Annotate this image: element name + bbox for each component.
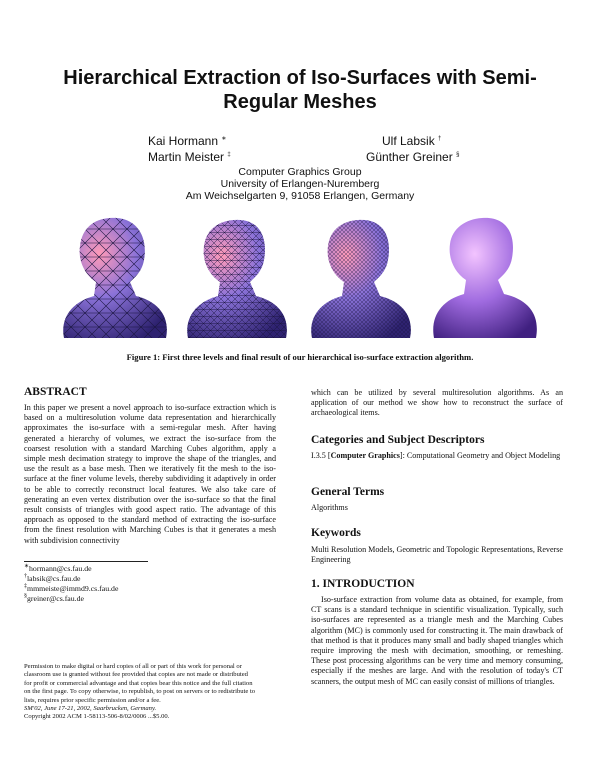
categories-text: I.3.5 [Computer Graphics]: Computational Geometry and Object Modeling: [311, 451, 561, 460]
general-terms-heading: General Terms: [311, 486, 385, 498]
bust-final: [433, 218, 537, 338]
abstract-text: In this paper we present a novel approach to iso-surface extraction which is based on a multiresolution volume data representation and hierarchically approximates the iso-surface with a semi-regular mesh. After having generated a hierarchy of volumes, we extract the iso-surface from the coarsest resolution with a standard Marching Cubes algorithm, apply a simple mesh decimation strategy to improve the shape of the triangles, and use the result as a base mesh. Then we iteratively fit the mesh to the iso-surface at the finer volume levels, thereby subdividing it adaptively in order to be able to correctly reconstruct local features. We also take care of generating an even vertex distribution over the iso-surface so that the final result consists of triangles with good aspect ratio. The advantage of this approach as opposed to the standard method of extracting the iso-surface from the finest resolution with Marching Cubes is that it generates a mesh with subdivision connectivity: [24, 403, 276, 545]
bust-level-3: [311, 220, 411, 338]
introduction-heading: 1. INTRODUCTION: [311, 578, 415, 590]
footnote-3: ‡mmmeiste@immd9.cs.fau.de: [24, 583, 119, 593]
categories-heading: Categories and Subject Descriptors: [311, 434, 485, 446]
figure-caption: Figure 1: First three levels and final result of our hierarchical iso-surface extraction algorithm.: [126, 352, 474, 362]
keywords-heading: Keywords: [311, 527, 361, 539]
venue-text: SM'02, June 17-21, 2002, Saarbrucken, Germany.: [24, 705, 157, 713]
footnote-4: §greiner@cs.fau.de: [24, 593, 84, 603]
abstract-continued: which can be utilized by several multiresolution algorithms. As an application of our method we show how to reconstruct the surface of archaeological items.: [311, 388, 563, 418]
affiliation: Computer Graphics Group University of Erlangen-Nuremberg Am Weichselgarten 9, 91058 Erlangen, Germany: [185, 166, 415, 202]
introduction-text: Iso-surface extraction from volume data as obtained, for example, from CT scans is a standard technique in scientific visualization. Typically, such iso-surfaces are represented as a triangle mesh and the Marching Cubes algorithm (MC) is commonly used for constructing it. The main drawback of that method is that it produces many small and badly shaped triangles which require improving the mesh with decimation, smoothing, or remeshing. These post processing algorithms can be very time and memory consuming, especially if the meshes are large. And with the resolution of today's CT scanners, the output mesh of MC can easily consist of millions of triangles.: [311, 595, 563, 686]
author-labsik: Ulf Labsik †: [382, 134, 442, 148]
general-terms-text: Algorithms: [311, 503, 348, 512]
footnote-rule: [24, 561, 148, 562]
abstract-heading: ABSTRACT: [24, 386, 87, 398]
permission-block: [24, 663, 256, 722]
footnote-2: †labsik@cs.fau.de: [24, 573, 81, 583]
teaser-figure: [50, 208, 550, 348]
author-hormann: Kai Hormann ∗: [148, 134, 227, 148]
author-greiner: Günther Greiner §: [366, 150, 460, 164]
copyright-text: Copyright 2002 ACM 1-58113-506-8/02/0006 ...$5.00.: [24, 713, 170, 721]
permission-text: Permission to make digital or hard copies of all or part of this work for personal or classroom use is granted without fee provided that copies are not made or distributed for profit or commercial advantage and that copies bear this notice and the full citation on the first page. To copy otherwise, to republish, to post on servers or to redistribute to lists, requires prior specific permission and/or a fee.: [24, 663, 256, 704]
keywords-text: Multi Resolution Models, Geometric and Topologic Representations, Reverse Engineering: [311, 545, 563, 565]
footnote-1: ∗hormann@cs.fau.de: [24, 563, 92, 573]
author-meister: Martin Meister ‡: [148, 150, 231, 164]
bust-level-1: [63, 218, 167, 338]
page-title: Hierarchical Extraction of Iso-Surfaces with Semi-Regular Meshes: [63, 67, 537, 113]
footnotes: [24, 564, 118, 604]
bust-level-2: [187, 220, 287, 338]
